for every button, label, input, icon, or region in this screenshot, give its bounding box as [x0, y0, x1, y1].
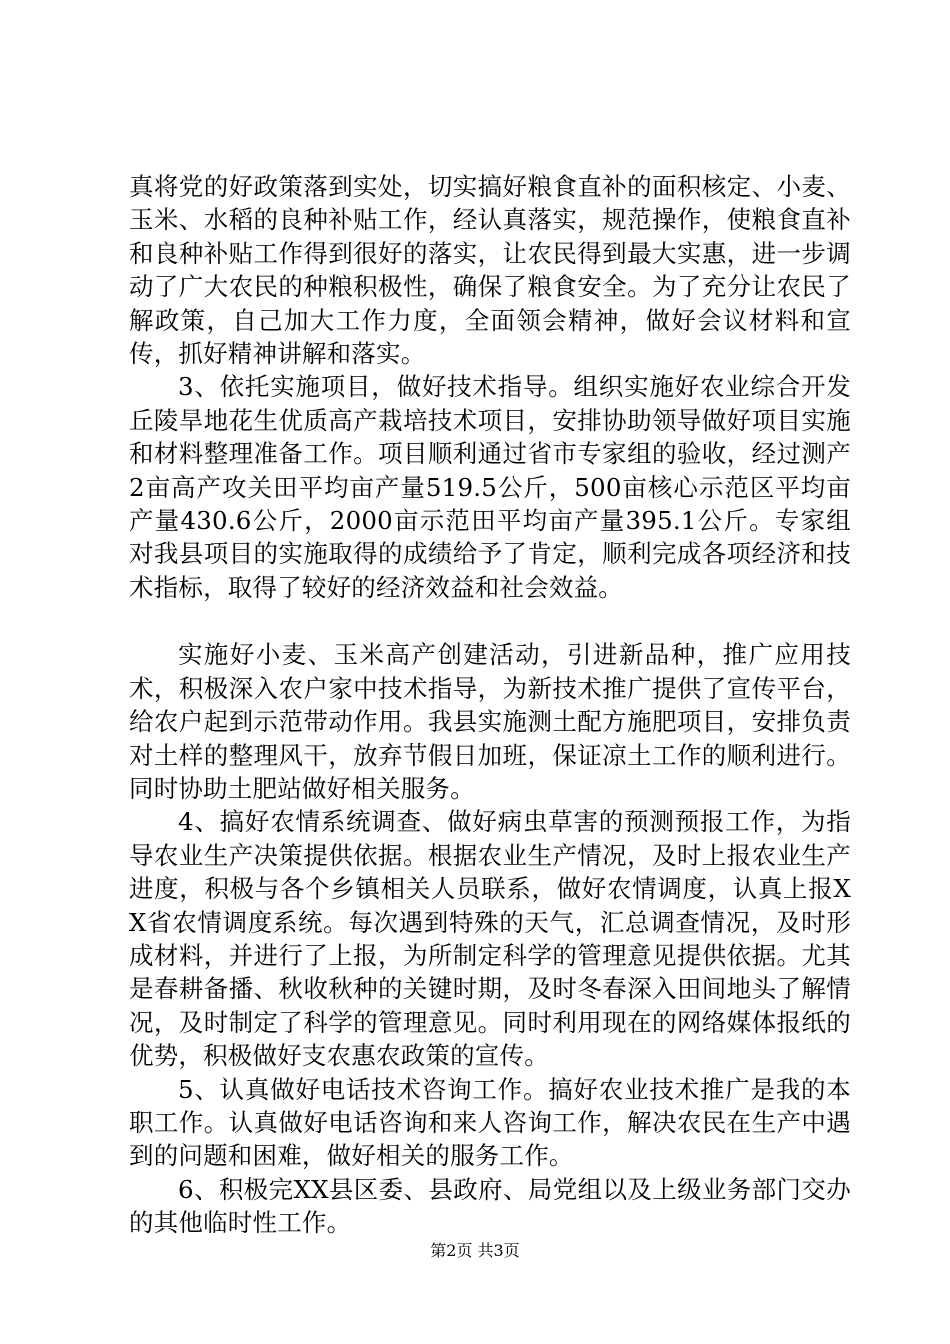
document-body [129, 170, 851, 1240]
paragraph-item-3: 3、依托实施项目，做好技术指导。组织实施好农业综合开发丘陵旱地花生优质高产栽培技术项目，安排协助领导做好项目实施和材料整理准备工作。项目顺利通过省市专家组的验收，经过测产2亩高产攻关田平均亩产量519.5公斤，500亩核心示范区平均亩产量430.6公斤，2000亩示范田平均亩产量395.1公斤。专家组对我县项目的实施取得的成绩给予了肯定，顺利完成各项经济和技术指标，取得了较好的经济效益和社会效益。 [129, 372, 851, 602]
paragraph-high-yield: 实施好小麦、玉米高产创建活动，引进新品种，推广应用技术，积极深入农户家中技术指导，为新技术推广提供了宣传平台，给农户起到示范带动作用。我县实施测土配方施肥项目，安排负责对土样的整理风干，放弃节假日加班，保证凉土工作的顺利进行。同时协助土肥站做好相关服务。 [129, 640, 851, 803]
paragraph-item-5: 5、认真做好电话技术咨询工作。搞好农业技术推广是我的本职工作。认真做好电话咨询和来人咨询工作，解决农民在生产中遇到的问题和困难，做好相关的服务工作。 [129, 1074, 851, 1171]
page-number: 第2页 共3页 [430, 1241, 520, 1260]
paragraph-item-6: 6、积极完XX县区委、县政府、局党组以及上级业务部门交办的其他临时性工作。 [129, 1174, 851, 1238]
paragraph-policy: 真将党的好政策落到实处，切实搞好粮食直补的面积核定、小麦、玉米、水稻的良种补贴工作，经认真落实，规范操作，使粮食直补和良种补贴工作得到很好的落实，让农民得到最大实惠，进一步调动了广大农民的种粮积极性，确保了粮食安全。为了充分让农民了解政策，自己加大工作力度，全面领会精神，做好会议材料和宣传，抓好精神讲解和落实。 [129, 172, 851, 369]
paragraph-item-4: 4、搞好农情系统调查、做好病虫草害的预测预报工作，为指导农业生产决策提供依据。根据农业生产情况，及时上报农业生产进度，积极与各个乡镇相关人员联系，做好农情调度，认真上报XX省农情调度系统。每次遇到特殊的天气，汇总调查情况，及时形成材料，并进行了上报，为所制定科学的管理意见提供依据。尤其是春耕备播、秋收秋种的关键时期，及时冬春深入田间地头了解情况，及时制定了科学的管理意见。同时利用现在的网络媒体报纸的优势，积极做好支农惠农政策的宣传。 [129, 807, 851, 1071]
paragraph-gap [129, 604, 851, 638]
